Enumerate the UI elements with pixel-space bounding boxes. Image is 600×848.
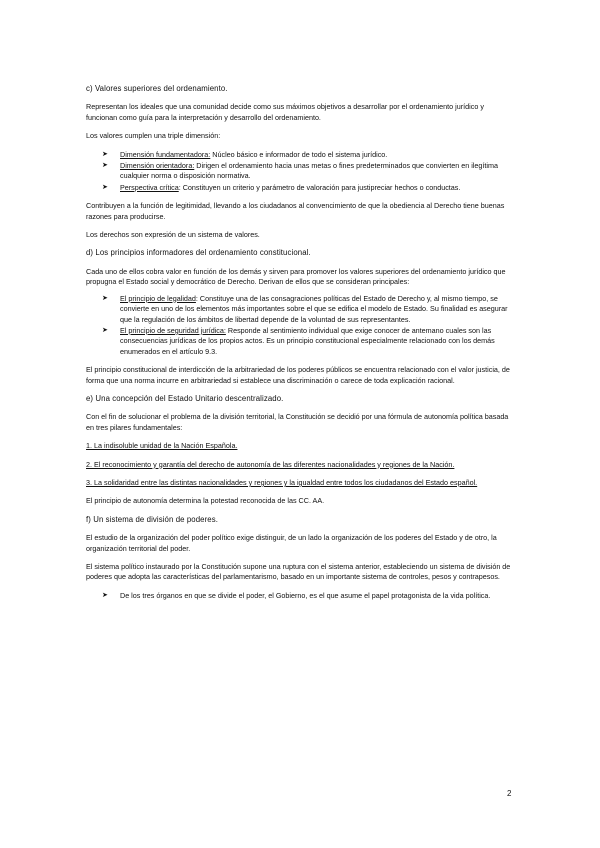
- arrow-bullet-icon: ➤: [102, 294, 108, 302]
- item-text: Responde al sentimiento individual que exige conocer de antemano cuales son las consecuencias jurídicas de los propios actos. Es un principio constitucional especialmente relacionado con los demás enumerados en el artículo 9.3.: [120, 325, 495, 356]
- arrow-bullet-icon: ➤: [102, 150, 108, 158]
- section-f-list: [86, 591, 516, 601]
- item-text: Núcleo básico e informador de todo el sistema jurídico.: [210, 149, 388, 159]
- item-term: El principio de legalidad: [120, 293, 196, 303]
- section-d-paragraph-1: El principio constitucional de interdicción de la arbitrariedad de los poderes públicos se encuentra relacionado con el valor justicia, de forma que una norma incurre en arbitrariedad si establece una discriminación o carece de toda explicación racional.: [86, 365, 510, 385]
- pillar-2: 2. El reconocimiento y garantía del derecho de autonomía de las diferentes nacionalidades y regiones de la Nación.: [86, 459, 455, 469]
- section-f-heading: f) Un sistema de división de poderes.: [86, 514, 218, 524]
- item-text: De los tres órganos en que se divide el poder, el Gobierno, es el que asume el papel protagonista de la vida política.: [120, 590, 491, 600]
- list-item: [102, 590, 516, 601]
- section-e-heading: e) Una concepción del Estado Unitario descentralizado.: [86, 393, 284, 403]
- item-text: Dirigen el ordenamiento hacia unas metas o fines predeterminados que convierten en ilegítima cualquier norma o disposición normativa.: [120, 161, 498, 181]
- list-item: [102, 325, 516, 357]
- section-c-lead: Los valores cumplen una triple dimensión:: [86, 131, 221, 141]
- list-item: [102, 161, 516, 182]
- section-c-paragraph-2: Los derechos son expresión de un sistema de valores.: [86, 230, 260, 240]
- section-e-intro: Con el fin de solucionar el problema de la división territorial, la Constitución se decidió por una fórmula de autonomía política basada en tres pilares fundamentales:: [86, 412, 509, 432]
- section-c-paragraph-1: Contribuyen a la función de legitimidad, llevando a los ciudadanos al convencimiento de que la obediencia al Derecho tiene buenas razones para producirse.: [86, 201, 505, 221]
- arrow-bullet-icon: ➤: [102, 183, 108, 191]
- list-item: [102, 293, 516, 325]
- section-c-intro: Representan los ideales que una comunidad decide como sus máximos objetivos a desarrollar por el ordenamiento jurídico y funcionan como guía para la interpretación y desarrollo del ordenamiento.: [86, 102, 484, 122]
- item-term: Perspectiva crítica: [120, 182, 179, 192]
- section-f-paragraph-1: El estudio de la organización del poder político exige distinguir, de un lado la organización de los poderes del Estado y de otro, la organización territorial del poder.: [86, 533, 497, 553]
- arrow-bullet-icon: ➤: [102, 326, 108, 334]
- page-number: 2: [507, 789, 512, 798]
- item-text: : Constituyen un criterio y parámetro de valoración para justipreciar hechos o conductas.: [178, 182, 461, 192]
- section-c-heading: c) Valores superiores del ordenamiento.: [86, 84, 228, 93]
- section-d-heading: d) Los principios informadores del ordenamiento constitucional.: [86, 248, 311, 258]
- item-term: Dimensión orientadora:: [120, 161, 195, 171]
- arrow-bullet-icon: ➤: [102, 162, 108, 170]
- pillar-1: 1. La indisoluble unidad de la Nación Española.: [86, 441, 238, 451]
- arrow-bullet-icon: ➤: [102, 591, 108, 599]
- section-d-intro: Cada uno de ellos cobra valor en función de los demás y sirven para promover los valores superiores del ordenamiento jurídico que propugna el Estado social y democrático de Derecho. Derivan de ellos que se consideran principales:: [86, 266, 506, 287]
- item-term: El principio de seguridad jurídica:: [120, 325, 226, 335]
- section-d-list: [86, 294, 516, 357]
- item-term: Dimensión fundamentadora:: [120, 149, 211, 159]
- section-f-paragraph-2: El sistema político instaurado por la Constitución supone una ruptura con el sistema anterior, estableciendo un sistema de división de poderes que adopta las características del parlamentarismo, basado en un importante sistema de controles, pesos y contrapesos.: [86, 562, 511, 582]
- item-text: : Constituye una de las consagraciones políticas del Estado de Derecho y, al mismo tiempo, se convierte en uno de los elementos más importantes sobre el que se edifica el modelo de Estado. Su finalidad es asegurar que la regulación de los ámbitos de libertad depende de la voluntad de sus representantes.: [120, 293, 508, 324]
- list-item: [102, 182, 516, 193]
- list-item: [102, 149, 516, 160]
- section-e-paragraph-1: El principio de autonomía determina la potestad reconocida de las CC. AA.: [86, 496, 325, 506]
- pillar-3: 3. La solidaridad entre las distintas nacionalidades y regiones y la igualdad entre todos los ciudadanos del Estado español.: [86, 477, 478, 487]
- section-c-list: [86, 150, 516, 194]
- document-page: [86, 84, 516, 609]
